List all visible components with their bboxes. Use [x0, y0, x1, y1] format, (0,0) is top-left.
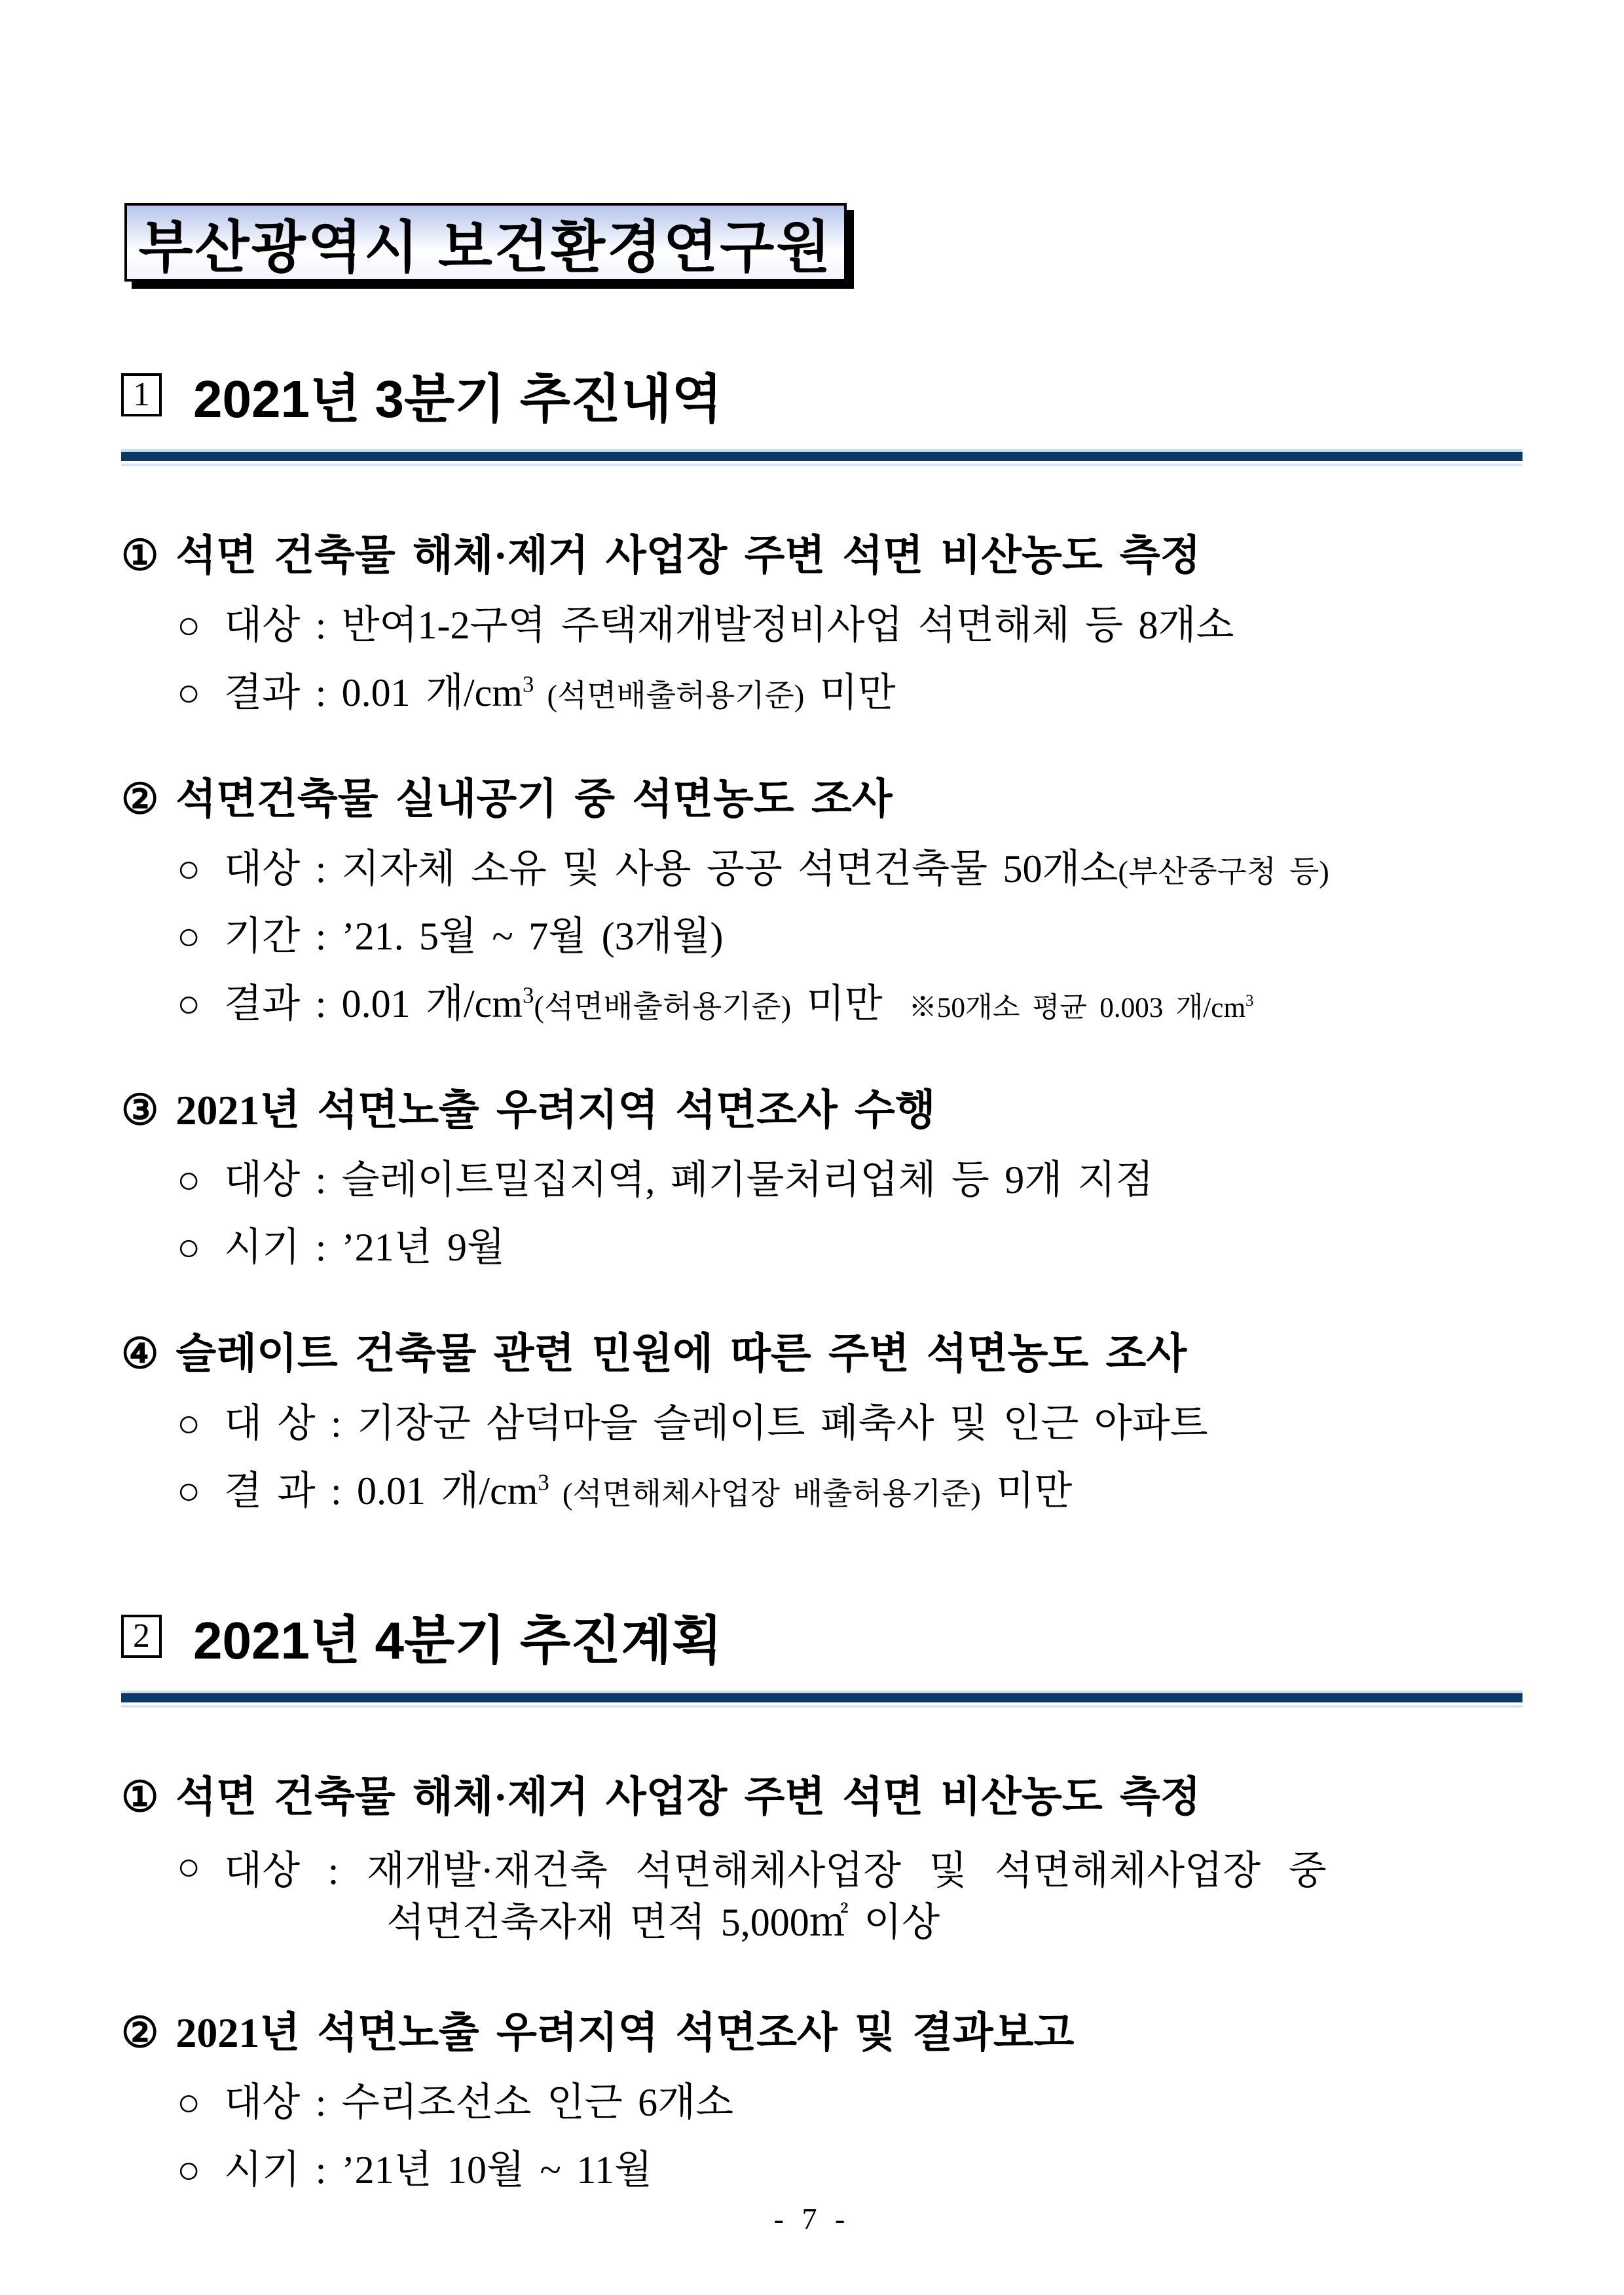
- section-1-divider: [121, 449, 1522, 466]
- target-text: 대상 : 지자체 소유 및 사용 공공 석면건축물 50개소: [224, 847, 1118, 890]
- s2-item1-bullet1: [121, 1845, 1522, 1949]
- divider-thick-line: [121, 1691, 1522, 1702]
- s1-item2-heading: [121, 775, 1522, 824]
- s1-item3-heading-text: 2021년 석면노출 우려지역 석면조사 수행: [175, 1087, 936, 1134]
- circle-bullet-icon: ○: [177, 1158, 201, 1202]
- circle-bullet-icon: ○: [177, 1845, 201, 1888]
- criteria-note: (석면배출허용기준): [534, 678, 805, 713]
- circled-number-icon: ③: [121, 1087, 159, 1134]
- result-suffix: 미만: [791, 982, 883, 1025]
- example-note: (부산중구청 등): [1118, 854, 1329, 889]
- section-1-number-box: 1: [121, 373, 162, 416]
- circled-number-icon: ②: [121, 775, 159, 822]
- s1-item4-bullet1: [121, 1402, 1522, 1446]
- s2-item1-heading: [121, 1773, 1522, 1822]
- s1-item1-bullet2-text: [224, 671, 895, 715]
- s1-item4-heading-text: 슬레이트 건축물 관련 민원에 따른 주변 석면농도 조사: [175, 1331, 1187, 1378]
- circled-number-icon: ①: [121, 1774, 159, 1821]
- circle-bullet-icon: ○: [177, 1225, 201, 1269]
- s1-item2-bullet3: [121, 982, 1522, 1026]
- circled-number-icon: ④: [121, 1331, 159, 1378]
- result-value: 결과 : 0.01 개/cm: [224, 982, 523, 1025]
- s2-item2-heading-text: 2021년 석면노출 우려지역 석면조사 및 결과보고: [175, 2010, 1075, 2057]
- result-value: 결과 : 0.01 개/cm: [224, 670, 523, 714]
- s1-item1-heading: [121, 532, 1522, 580]
- superscript-3: 3: [538, 1469, 549, 1496]
- s2-item2-bullet1-text: 대상 : 수리조선소 인근 6개소: [224, 2080, 734, 2124]
- section-1-title: 2021년 3분기 추진내역: [193, 370, 722, 428]
- section-1-heading: [121, 357, 1522, 432]
- page-number: - 7 -: [773, 2202, 851, 2235]
- circle-bullet-icon: ○: [177, 2148, 201, 2192]
- section-2-divider: [121, 1691, 1522, 1708]
- s1-item2-bullet2-text: 기간 : ’21. 5월 ~ 7월 (3개월): [224, 914, 724, 958]
- s1-item3-heading: [121, 1086, 1522, 1135]
- criteria-note: (석면배출허용기준): [534, 989, 792, 1024]
- result-value: 결 과 : 0.01 개/cm: [224, 1469, 538, 1513]
- s1-item2-heading-text: 석면건축물 실내공기 중 석면농도 조사: [175, 775, 893, 822]
- circle-bullet-icon: ○: [177, 2080, 201, 2124]
- document-content: [121, 282, 1522, 2192]
- circled-number-icon: ②: [121, 2010, 159, 2057]
- circle-bullet-icon: ○: [177, 982, 201, 1025]
- average-note: [909, 993, 1254, 1023]
- s1-item4-heading: [121, 1330, 1522, 1378]
- s2-item2-heading: [121, 2009, 1522, 2057]
- s2-item2-bullet2: [121, 2148, 1522, 2192]
- target-line1: 대상 : 재개발·재건축 석면해체사업장 및 석면해체사업장 중: [224, 1848, 1327, 1892]
- divider-thin-line: [121, 1705, 1522, 1708]
- s1-item1-bullet1: [121, 604, 1522, 648]
- s1-item2-bullet1: [121, 847, 1522, 891]
- divider-thin-line: [121, 464, 1522, 466]
- superscript-3: 3: [522, 671, 534, 697]
- org-title: 부산광역시 보건환경연구원: [138, 216, 833, 279]
- circle-bullet-icon: ○: [177, 914, 201, 958]
- s1-item4-bullet2: [121, 1469, 1522, 1513]
- circle-bullet-icon: ○: [177, 1469, 201, 1513]
- s1-item1-bullet1-text: 대상 : 반여1-2구역 주택재개발정비사업 석면해체 등 8개소: [224, 603, 1234, 647]
- result-suffix: 미만: [980, 1469, 1073, 1513]
- s2-item2-bullet1: [121, 2081, 1522, 2125]
- s2-item1-bullet1-text: [224, 1845, 1326, 1949]
- circle-bullet-icon: ○: [177, 670, 201, 714]
- org-title-box: [124, 203, 847, 282]
- s1-item3-bullet2-text: 시기 : ’21년 9월: [224, 1225, 505, 1269]
- criteria-note: (석면해체사업장 배출허용기준): [549, 1477, 981, 1511]
- s1-item3-bullet1-text: 대상 : 슬레이트밀집지역, 폐기물처리업체 등 9개 지점: [224, 1158, 1154, 1202]
- section-2-title: 2021년 4분기 추진계획: [193, 1611, 722, 1670]
- s1-item4-bullet1-text: 대 상 : 기장군 삼덕마을 슬레이트 폐축사 및 인근 아파트: [224, 1401, 1208, 1445]
- divider-thick-line: [121, 449, 1522, 461]
- circle-bullet-icon: ○: [177, 847, 201, 890]
- s1-item3-bullet1: [121, 1158, 1522, 1202]
- circle-bullet-icon: ○: [177, 1401, 201, 1445]
- s2-item1-heading-text: 석면 건축물 해체·제거 사업장 주변 석면 비산농도 측정: [175, 1774, 1201, 1821]
- circled-number-icon: ①: [121, 532, 159, 579]
- section-2-heading: [121, 1598, 1522, 1674]
- s1-item2-bullet3-text: [224, 982, 1253, 1026]
- superscript-3: 3: [522, 982, 534, 1008]
- s1-item2-bullet2: [121, 915, 1522, 959]
- target-line2: 석면건축자재 면적 5,000㎡ 이상: [386, 1900, 940, 1944]
- s1-item1-heading-text: 석면 건축물 해체·제거 사업장 주변 석면 비산농도 측정: [175, 532, 1201, 579]
- s1-item2-bullet1-text: [224, 847, 1329, 891]
- s1-item1-bullet2: [121, 671, 1522, 715]
- s1-item4-bullet2-text: [224, 1469, 1072, 1513]
- s1-item3-bullet2: [121, 1226, 1522, 1270]
- section-2-number-box: 2: [121, 1615, 162, 1658]
- result-suffix: 미만: [804, 670, 896, 714]
- superscript-3: 3: [1246, 991, 1254, 1010]
- s2-item2-bullet2-text: 시기 : ’21년 10월 ~ 11월: [224, 2148, 652, 2192]
- circle-bullet-icon: ○: [177, 603, 201, 647]
- average-note-text: ※50개소 평균 0.003 개/cm: [908, 992, 1246, 1023]
